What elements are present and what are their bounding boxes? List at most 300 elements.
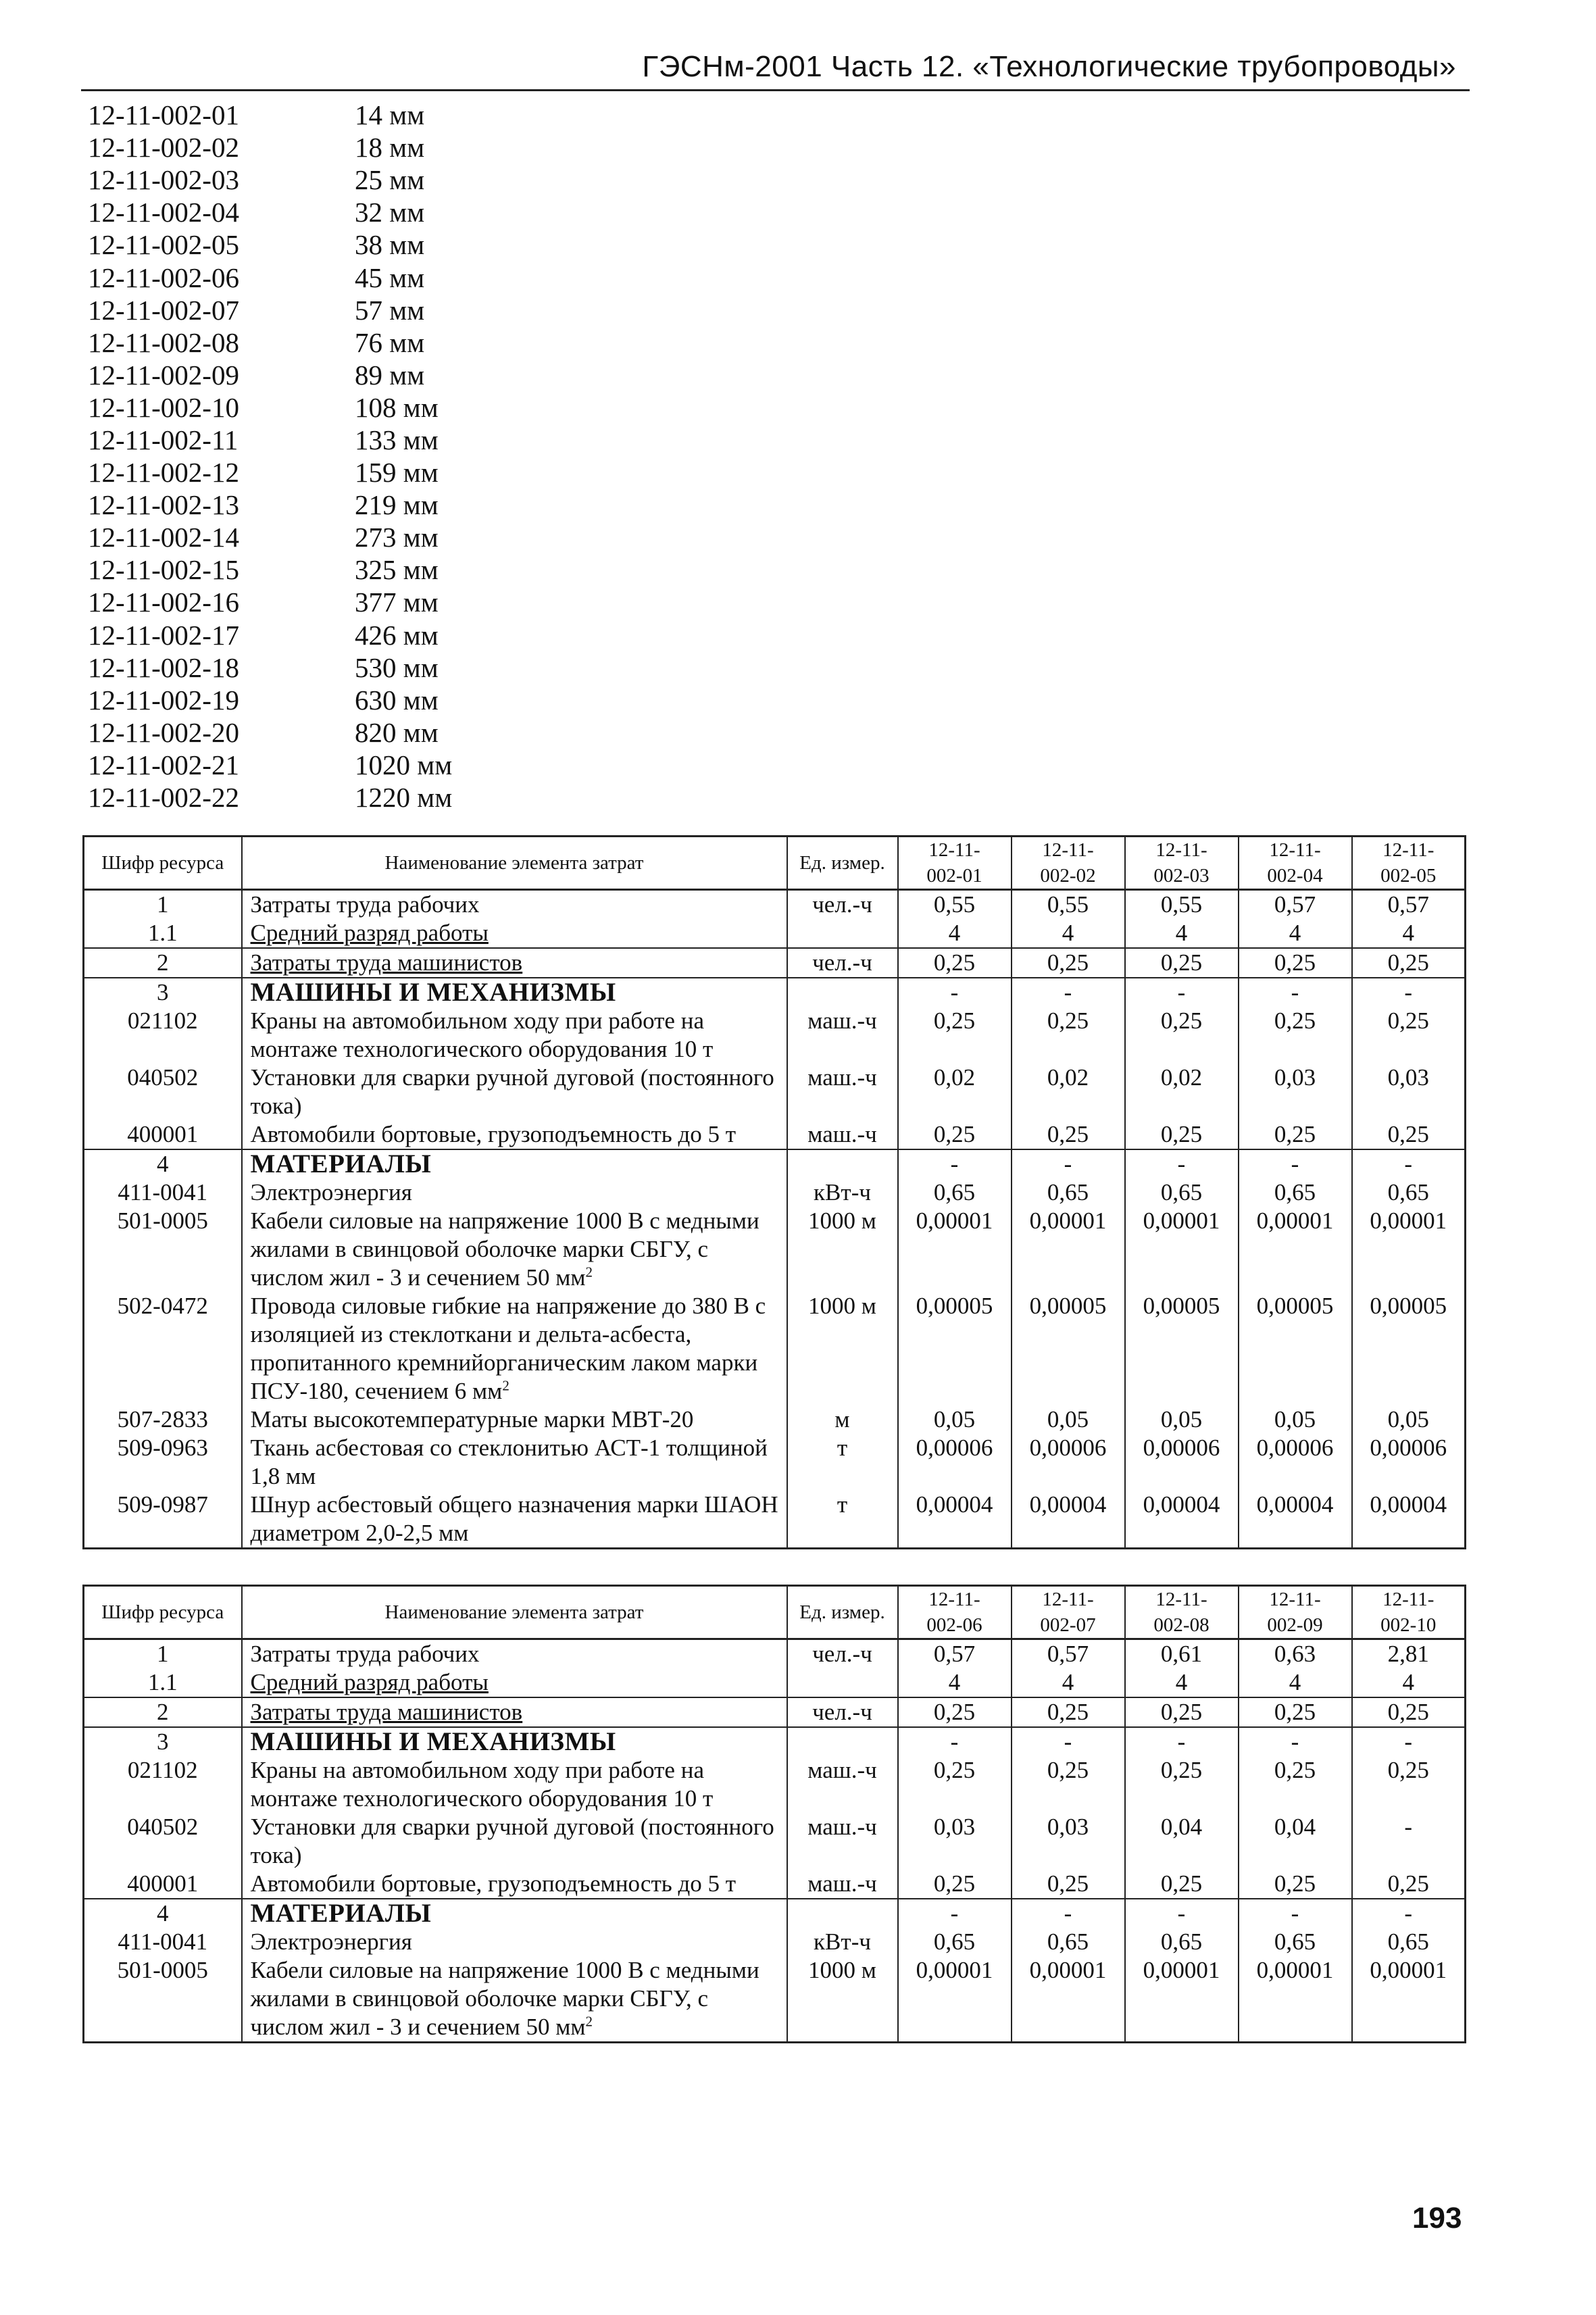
cost-element-name	[242, 1928, 787, 1956]
norm-value: 0,05	[1352, 1405, 1466, 1434]
norm-value: 0,25	[898, 1120, 1012, 1149]
norm-value: 0,25	[1352, 1697, 1466, 1727]
pipe-size: 219 мм	[355, 489, 439, 521]
cost-element-text: Средний разряд работы	[250, 920, 489, 946]
pipe-size: 108 мм	[355, 391, 439, 423]
resource-code: 1	[84, 1639, 242, 1669]
cost-element-text: Электроэнергия	[250, 1928, 412, 1955]
code-row	[88, 684, 557, 716]
norm-value: 0,03	[1352, 1064, 1466, 1120]
cost-element-name	[242, 919, 787, 948]
norm-value: 0,25	[1239, 1756, 1352, 1813]
header-norm-code-line: 12-11-	[928, 1589, 980, 1610]
table-row	[84, 1491, 1466, 1549]
table-row	[84, 1292, 1466, 1405]
cost-element-text: Ткань асбестовая со стеклонитью АСТ-1 толщиной 1,8 мм	[250, 1435, 768, 1489]
norm-value: 4	[1125, 1668, 1239, 1697]
norm-value: 0,65	[1239, 1178, 1352, 1207]
code-number: 12-11-002-02	[88, 132, 239, 164]
norm-value: -	[1352, 1899, 1466, 1928]
cost-element-text: Электроэнергия	[250, 1179, 412, 1205]
header-norm-code-line: 002-05	[1380, 865, 1437, 887]
norm-value: -	[1125, 1149, 1239, 1178]
cost-element-text: Установки для сварки ручной дуговой (постоянного тока)	[250, 1814, 774, 1868]
code-number: 12-11-002-06	[88, 262, 239, 293]
header-norm-code-line: 12-11-	[1042, 839, 1094, 861]
norm-value: 0,57	[1352, 890, 1466, 920]
norm-value: 0,00005	[1352, 1292, 1466, 1405]
unit-of-measure: 1000 м	[787, 1207, 898, 1292]
pipe-size: 32 мм	[355, 197, 425, 228]
norm-value: 0,05	[1012, 1405, 1125, 1434]
cost-element-name	[242, 1120, 787, 1149]
cost-element-name	[242, 1007, 787, 1064]
code-row	[88, 749, 557, 781]
unit-of-measure	[787, 978, 898, 1007]
norm-value: -	[1012, 978, 1125, 1007]
cost-element-text: Автомобили бортовые, грузоподъемность до 5 т	[250, 1121, 737, 1147]
resource-code: 1.1	[84, 1668, 242, 1697]
code-number: 12-11-002-22	[88, 782, 239, 814]
page-header	[81, 47, 1470, 91]
header-cost-element: Наименование элемента затрат	[242, 1586, 787, 1639]
unit-of-measure: чел.-ч	[787, 948, 898, 978]
code-row	[88, 619, 557, 651]
unit-of-measure: т	[787, 1491, 898, 1549]
unit-superscript: 2	[502, 1377, 509, 1394]
cost-element-name	[242, 1697, 787, 1727]
header-cost-element: Наименование элемента затрат	[242, 837, 787, 890]
norm-value: 0,25	[1239, 1697, 1352, 1727]
norm-value: -	[1125, 978, 1239, 1007]
norm-value: 0,25	[898, 1697, 1012, 1727]
code-row	[88, 456, 557, 489]
header-norm-code-line: 12-11-	[928, 839, 980, 861]
norm-value: -	[1239, 1899, 1352, 1928]
pipe-size: 426 мм	[355, 619, 439, 651]
norm-value: 4	[898, 919, 1012, 948]
pipe-size: 14 мм	[355, 99, 425, 131]
resource-code: 411-0041	[84, 1928, 242, 1956]
unit-of-measure	[787, 1668, 898, 1697]
norm-value: 0,25	[1239, 1007, 1352, 1064]
cost-element-text: Автомобили бортовые, грузоподъемность до 5 т	[250, 1870, 737, 1897]
cost-element-text: МАШИНЫ И МЕХАНИЗМЫ	[250, 1727, 616, 1756]
norm-value: 2,81	[1352, 1639, 1466, 1669]
header-norm-code-line: 002-08	[1153, 1614, 1210, 1636]
norm-value: 0,25	[898, 1756, 1012, 1813]
header-resource-code: Шифр ресурса	[84, 837, 242, 890]
cost-element-text: МАТЕРИАЛЫ	[250, 1899, 432, 1928]
norm-value: 0,00006	[1125, 1434, 1239, 1491]
table-row	[84, 919, 1466, 948]
table-row	[84, 948, 1466, 978]
cost-element-text: Краны на автомобильном ходу при работе на монтаже технологического оборудования 10 т	[250, 1007, 714, 1062]
norm-value: 0,25	[1012, 1120, 1125, 1149]
table-row	[84, 1120, 1466, 1149]
norm-value: 0,55	[1012, 890, 1125, 920]
unit-of-measure	[787, 919, 898, 948]
cost-element-name	[242, 1813, 787, 1870]
code-row	[88, 294, 557, 326]
resource-code: 411-0041	[84, 1178, 242, 1207]
norm-value: 0,57	[898, 1639, 1012, 1669]
cost-element-name	[242, 1434, 787, 1491]
norm-value: -	[1125, 1727, 1239, 1756]
norm-value: -	[898, 978, 1012, 1007]
header-norm-code-line: 002-10	[1380, 1614, 1437, 1636]
cost-element-text: Затраты труда машинистов	[250, 949, 523, 976]
code-size-list	[88, 99, 557, 814]
norm-value: 0,63	[1239, 1639, 1352, 1669]
table-row	[84, 1405, 1466, 1434]
table-row	[84, 1899, 1466, 1928]
table-row	[84, 978, 1466, 1007]
norm-value: 0,25	[1125, 1756, 1239, 1813]
norm-value: 0,00001	[1239, 1207, 1352, 1292]
norm-value: 4	[1012, 919, 1125, 948]
norm-value: -	[1012, 1727, 1125, 1756]
table-row	[84, 1956, 1466, 2043]
unit-of-measure	[787, 1149, 898, 1178]
resource-code: 4	[84, 1149, 242, 1178]
norm-value: 0,25	[898, 948, 1012, 978]
norm-value: -	[1012, 1899, 1125, 1928]
code-row	[88, 131, 557, 164]
page-header-title: ГЭСНм-2001 Часть 12. «Технологические трубопроводы»	[642, 50, 1456, 83]
table-row	[84, 1928, 1466, 1956]
resource-table-2	[82, 1585, 1466, 2043]
cost-element-text: Краны на автомобильном ходу при работе на монтаже технологического оборудования 10 т	[250, 1757, 714, 1812]
code-number: 12-11-002-10	[88, 391, 239, 423]
header-norm-code-line: 12-11-	[1269, 1589, 1321, 1610]
norm-value: 0,00004	[1352, 1491, 1466, 1549]
code-number: 12-11-002-11	[88, 424, 239, 455]
pipe-size: 325 мм	[355, 554, 439, 586]
cost-element-text: Затраты труда рабочих	[250, 891, 480, 918]
norm-value: 0,25	[1125, 948, 1239, 978]
cost-element-name	[242, 1178, 787, 1207]
cost-element-name	[242, 1064, 787, 1120]
norm-value: 4	[1239, 919, 1352, 948]
header-norm-code-line: 12-11-	[1382, 839, 1435, 861]
norm-value: -	[1352, 1149, 1466, 1178]
norm-value: 0,00006	[1352, 1434, 1466, 1491]
unit-of-measure	[787, 1899, 898, 1928]
table-row	[84, 1207, 1466, 1292]
norm-value: 0,00001	[1352, 1207, 1466, 1292]
norm-value: 0,25	[1239, 1870, 1352, 1899]
header-norm-code-line: 12-11-	[1382, 1589, 1435, 1610]
header-norm-code	[1239, 837, 1352, 890]
norm-value: 4	[1012, 1668, 1125, 1697]
header-norm-code-line: 002-09	[1267, 1614, 1323, 1636]
cost-element-text: Средний разряд работы	[250, 1669, 489, 1695]
norm-value: 0,25	[1125, 1697, 1239, 1727]
pipe-size: 630 мм	[355, 684, 439, 716]
code-number: 12-11-002-19	[88, 684, 239, 716]
code-number: 12-11-002-16	[88, 587, 239, 618]
resource-code: 502-0472	[84, 1292, 242, 1405]
pipe-size: 1020 мм	[355, 749, 453, 780]
unit-of-measure: маш.-ч	[787, 1007, 898, 1064]
norm-value: 0,25	[898, 1870, 1012, 1899]
pipe-size: 377 мм	[355, 587, 439, 618]
code-row	[88, 489, 557, 521]
header-norm-code	[1352, 837, 1466, 890]
header-norm-code-line: 002-04	[1267, 865, 1323, 887]
norm-value: 0,25	[1012, 1756, 1125, 1813]
norm-value: 0,25	[1352, 1007, 1466, 1064]
code-number: 12-11-002-14	[88, 522, 239, 553]
norm-value: 0,55	[1125, 890, 1239, 920]
norm-value: 0,02	[1012, 1064, 1125, 1120]
table-row	[84, 1813, 1466, 1870]
cost-element-text: Маты высокотемпературные марки МВТ-20	[250, 1406, 694, 1433]
resource-code: 1.1	[84, 919, 242, 948]
norm-value: 0,25	[1352, 1756, 1466, 1813]
cost-element-text: МАШИНЫ И МЕХАНИЗМЫ	[250, 978, 616, 1007]
norm-value: 0,25	[1239, 948, 1352, 978]
norm-value: 0,57	[1012, 1639, 1125, 1669]
cost-element-name	[242, 1956, 787, 2043]
code-number: 12-11-002-20	[88, 716, 239, 748]
norm-value: 0,00004	[1125, 1491, 1239, 1549]
norm-value: 0,00006	[898, 1434, 1012, 1491]
header-norm-code	[1125, 837, 1239, 890]
norm-value: 0,25	[1012, 1870, 1125, 1899]
table-row	[84, 890, 1466, 920]
norm-value: 0,25	[898, 1007, 1012, 1064]
norm-value: -	[898, 1149, 1012, 1178]
cost-element-name	[242, 1292, 787, 1405]
table-row	[84, 1149, 1466, 1178]
norm-value: 0,65	[1125, 1178, 1239, 1207]
norm-value: 4	[1352, 1668, 1466, 1697]
resource-code: 501-0005	[84, 1956, 242, 2043]
page-number: 193	[1412, 2201, 1462, 2235]
unit-of-measure: маш.-ч	[787, 1870, 898, 1899]
unit-of-measure: т	[787, 1434, 898, 1491]
code-row	[88, 521, 557, 553]
header-norm-code-line: 002-03	[1153, 865, 1210, 887]
resource-code: 2	[84, 1697, 242, 1727]
resource-code: 040502	[84, 1813, 242, 1870]
norm-value: 0,00001	[1352, 1956, 1466, 2043]
resource-code: 501-0005	[84, 1207, 242, 1292]
pipe-size: 159 мм	[355, 457, 439, 489]
unit-superscript: 2	[585, 2013, 593, 2030]
norm-value: -	[1352, 1813, 1466, 1870]
header-norm-code-line: 12-11-	[1269, 839, 1321, 861]
cost-element-text: Кабели силовые на напряжение 1000 В с медными жилами в свинцовой оболочке марки СБГУ, с числом жил - 3 и сечением 50 мм	[250, 1208, 759, 1291]
code-number: 12-11-002-13	[88, 489, 239, 521]
header-norm-code	[898, 1586, 1012, 1639]
code-row	[88, 359, 557, 391]
norm-value: 0,00005	[898, 1292, 1012, 1405]
code-number: 12-11-002-09	[88, 359, 239, 391]
norm-value: 0,00001	[1125, 1207, 1239, 1292]
header-norm-code-line: 12-11-	[1155, 839, 1207, 861]
resource-code: 400001	[84, 1870, 242, 1899]
norm-value: 0,00001	[898, 1956, 1012, 2043]
resource-code: 509-0987	[84, 1491, 242, 1549]
norm-value: 0,04	[1239, 1813, 1352, 1870]
norm-value: -	[1239, 1727, 1352, 1756]
cost-element-name	[242, 1899, 787, 1928]
norm-value: 0,00005	[1125, 1292, 1239, 1405]
norm-value: 0,00005	[1012, 1292, 1125, 1405]
unit-of-measure: 1000 м	[787, 1956, 898, 2043]
norm-value: 4	[1239, 1668, 1352, 1697]
header-resource-code: Шифр ресурса	[84, 1586, 242, 1639]
norm-value: 4	[1352, 919, 1466, 948]
norm-value: 0,00001	[1012, 1956, 1125, 2043]
table-row	[84, 1668, 1466, 1697]
pipe-size: 76 мм	[355, 326, 425, 358]
pipe-size: 57 мм	[355, 294, 425, 326]
norm-value: 0,00001	[1125, 1956, 1239, 2043]
norm-value: 0,25	[1012, 1697, 1125, 1727]
code-row	[88, 781, 557, 814]
norm-value: 0,04	[1125, 1813, 1239, 1870]
resource-code: 400001	[84, 1120, 242, 1149]
unit-of-measure: чел.-ч	[787, 890, 898, 920]
code-row	[88, 716, 557, 749]
cost-element-name	[242, 890, 787, 920]
norm-value: 0,25	[1125, 1007, 1239, 1064]
table-row	[84, 1639, 1466, 1669]
header-norm-code	[1012, 837, 1125, 890]
pipe-size: 1220 мм	[355, 782, 453, 814]
cost-element-text: Затраты труда рабочих	[250, 1641, 480, 1667]
code-number: 12-11-002-01	[88, 99, 239, 131]
norm-value: 4	[898, 1668, 1012, 1697]
header-norm-code	[1239, 1586, 1352, 1639]
table-row	[84, 1434, 1466, 1491]
table-header-row	[84, 1586, 1466, 1639]
code-row	[88, 196, 557, 228]
resource-code: 021102	[84, 1007, 242, 1064]
code-row	[88, 651, 557, 684]
unit-of-measure: чел.-ч	[787, 1639, 898, 1669]
resource-code: 021102	[84, 1756, 242, 1813]
unit-of-measure: кВт-ч	[787, 1928, 898, 1956]
header-norm-code-line: 12-11-	[1155, 1589, 1207, 1610]
header-norm-code-line: 002-06	[926, 1614, 982, 1636]
unit-of-measure: маш.-ч	[787, 1120, 898, 1149]
norm-value: 0,00001	[1239, 1956, 1352, 2043]
code-number: 12-11-002-04	[88, 197, 239, 228]
table-row	[84, 1697, 1466, 1727]
cost-element-name	[242, 1870, 787, 1899]
code-number: 12-11-002-08	[88, 326, 239, 358]
table-header-row	[84, 837, 1466, 890]
cost-element-name	[242, 1668, 787, 1697]
code-number: 12-11-002-03	[88, 164, 239, 196]
unit-of-measure	[787, 1727, 898, 1756]
unit-of-measure: маш.-ч	[787, 1813, 898, 1870]
code-number: 12-11-002-07	[88, 294, 239, 326]
table-row	[84, 1007, 1466, 1064]
header-norm-code-line: 002-02	[1040, 865, 1096, 887]
table-row	[84, 1727, 1466, 1756]
code-row	[88, 228, 557, 261]
norm-value: 0,00005	[1239, 1292, 1352, 1405]
norm-value: 0,02	[1125, 1064, 1239, 1120]
pipe-size: 89 мм	[355, 359, 425, 391]
cost-element-text: Затраты труда машинистов	[250, 1699, 523, 1725]
norm-value: 0,25	[1012, 948, 1125, 978]
norm-value: 0,00001	[1012, 1207, 1125, 1292]
norm-value: -	[1239, 1149, 1352, 1178]
norm-value: 0,55	[898, 890, 1012, 920]
resource-code: 3	[84, 978, 242, 1007]
header-norm-code	[898, 837, 1012, 890]
table-row	[84, 1756, 1466, 1813]
code-number: 12-11-002-18	[88, 651, 239, 683]
norm-value: 0,03	[1012, 1813, 1125, 1870]
cost-element-text: Провода силовые гибкие на напряжение до 380 В с изоляцией из стеклоткани и дельта-асбеста, пропитанного кремнийорганическим лаком марки ПСУ-180, сечением 6 мм	[250, 1293, 766, 1404]
norm-value: 0,00006	[1239, 1434, 1352, 1491]
cost-element-name	[242, 1727, 787, 1756]
pipe-size: 273 мм	[355, 522, 439, 553]
header-norm-code	[1125, 1586, 1239, 1639]
pipe-size: 18 мм	[355, 132, 425, 164]
norm-value: 0,65	[1352, 1928, 1466, 1956]
norm-value: 0,65	[1012, 1928, 1125, 1956]
norm-value: 0,65	[1352, 1178, 1466, 1207]
norm-value: 0,65	[1239, 1928, 1352, 1956]
norm-value: 0,61	[1125, 1639, 1239, 1669]
norm-value: 0,65	[1012, 1178, 1125, 1207]
table-row	[84, 1870, 1466, 1899]
code-row	[88, 99, 557, 131]
pipe-size: 820 мм	[355, 716, 439, 748]
norm-value: 0,25	[1352, 948, 1466, 978]
resource-code: 2	[84, 948, 242, 978]
resource-code: 507-2833	[84, 1405, 242, 1434]
norm-value: -	[1352, 1727, 1466, 1756]
cost-element-name	[242, 1756, 787, 1813]
norm-value: 0,00006	[1012, 1434, 1125, 1491]
code-row	[88, 261, 557, 293]
norm-value: -	[1352, 978, 1466, 1007]
code-row	[88, 164, 557, 196]
code-row	[88, 586, 557, 618]
norm-value: 0,03	[1239, 1064, 1352, 1120]
code-row	[88, 326, 557, 359]
code-row	[88, 553, 557, 586]
table-row	[84, 1064, 1466, 1120]
header-norm-code	[1012, 1586, 1125, 1639]
cost-element-text: Кабели силовые на напряжение 1000 В с медными жилами в свинцовой оболочке марки СБГУ, с числом жил - 3 и сечением 50 мм	[250, 1957, 759, 2040]
norm-value: -	[898, 1727, 1012, 1756]
norm-value: -	[1239, 978, 1352, 1007]
header-unit: Ед. измер.	[787, 837, 898, 890]
norm-value: 0,05	[1239, 1405, 1352, 1434]
norm-value: -	[1012, 1149, 1125, 1178]
cost-element-text: МАТЕРИАЛЫ	[250, 1149, 432, 1178]
cost-element-name	[242, 1149, 787, 1178]
unit-of-measure: кВт-ч	[787, 1178, 898, 1207]
unit-of-measure: маш.-ч	[787, 1756, 898, 1813]
norm-value: 0,65	[898, 1928, 1012, 1956]
norm-value: 0,00004	[898, 1491, 1012, 1549]
norm-value: 0,57	[1239, 890, 1352, 920]
pipe-size: 133 мм	[355, 424, 439, 455]
norm-value: 0,25	[1239, 1120, 1352, 1149]
